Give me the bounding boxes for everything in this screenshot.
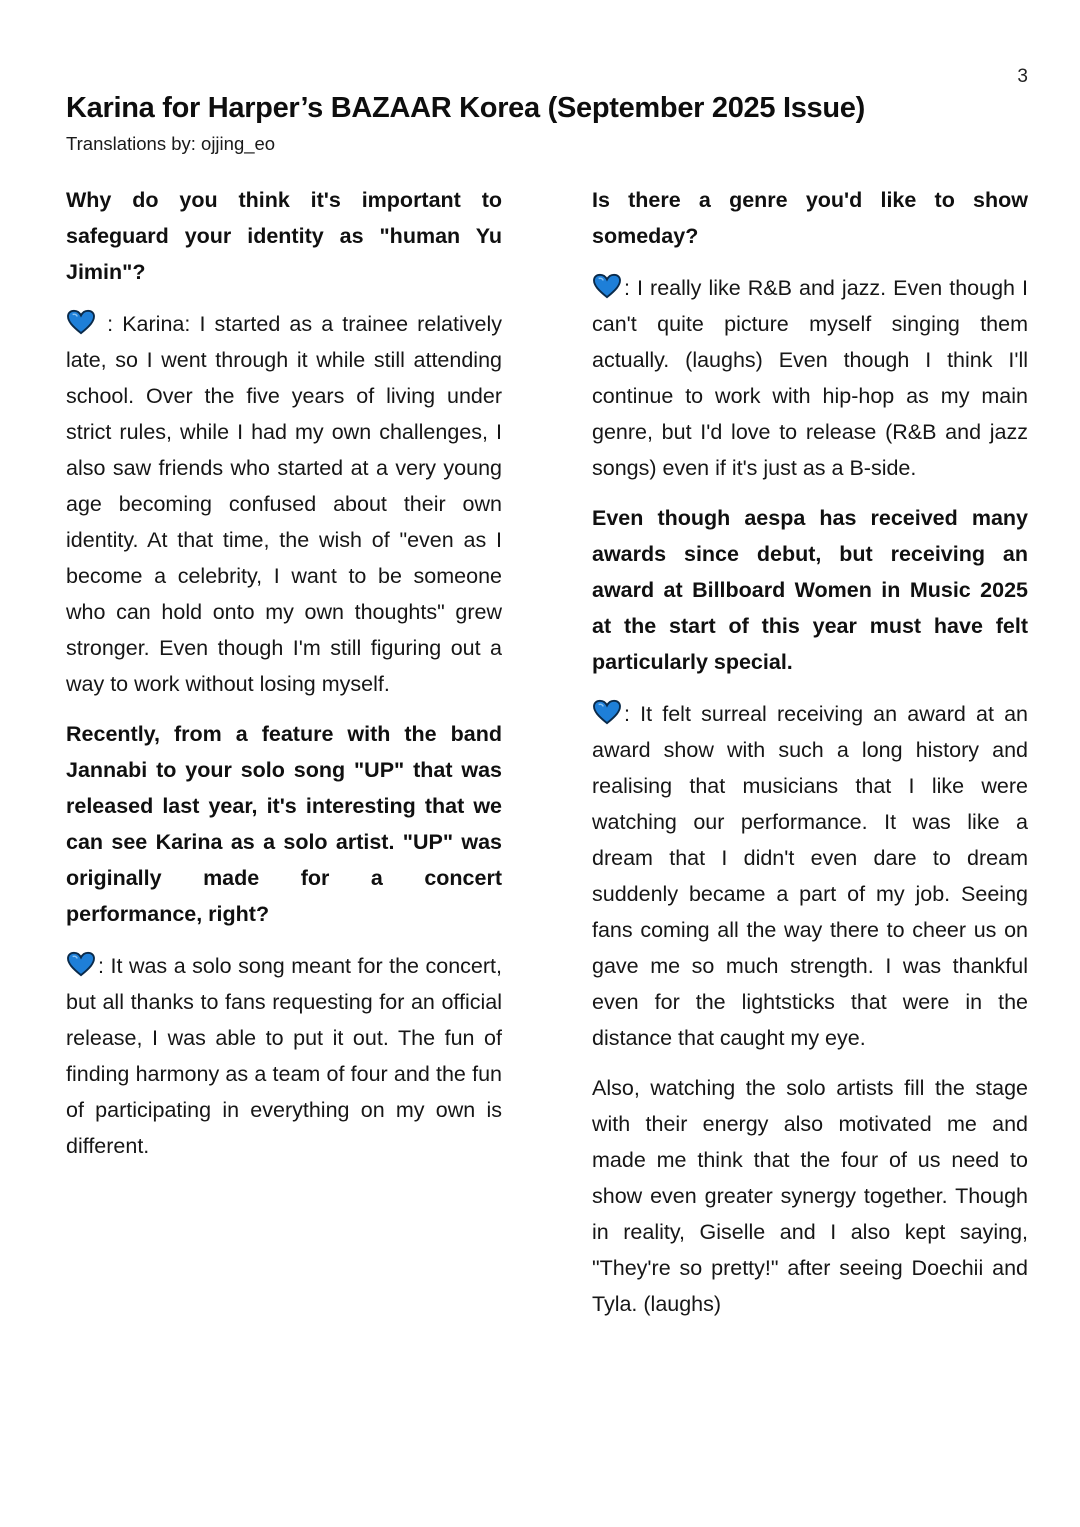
answer-4 — [592, 696, 1028, 1056]
blue-heart-icon — [66, 951, 96, 977]
blue-heart-icon — [66, 309, 96, 335]
right-column — [592, 182, 1028, 1336]
page-title: Karina for Harper’s BAZAAR Korea (September 2025 Issue) — [66, 92, 865, 124]
answer-4-continued: Also, watching the solo artists fill the stage with their energy also motivated me and made me think that the four of us need to show even greater synergy together. Though in reality, Giselle and I also kept saying, "They're so pretty!" after seeing Doechii and Tyla. (laughs) — [592, 1076, 1028, 1316]
answer-1-text: : Karina: I started as a trainee relatively late, so I went through it while still attending school. Over the five years of living under strict rules, while I had my own challenges, I also saw friends who started at a very young age becoming confused about their own identity. At that time, the wish of "even as I become a celebrity, I want to be someone who can hold onto my own thoughts" grew stronger. Even though I'm still figuring out a way to work without losing myself. — [66, 312, 502, 696]
question-1: Why do you think it's important to safeguard your identity as "human Yu Jimin"? — [66, 188, 502, 284]
question-3: Is there a genre you'd like to show someday? — [592, 188, 1028, 248]
answer-3 — [592, 270, 1028, 486]
blue-heart-icon — [592, 273, 622, 299]
left-column — [66, 182, 502, 1178]
question-2: Recently, from a feature with the band Jannabi to your solo song "UP" that was released last year, it's interesting that we can see Karina as a solo artist. "UP" was originally made for a concert performance, right? — [66, 722, 502, 926]
question-4: Even though aespa has received many awards since debut, but receiving an award at Billboard Women in Music 2025 at the start of this year must have felt particularly special. — [592, 506, 1028, 674]
answer-3-text: : I really like R&B and jazz. Even though I can't quite picture myself singing them actually. (laughs) Even though I think I'll continue to work with hip-hop as my main genre, but I'd love to release (R&B and jazz songs) even if it's just as a B-side. — [592, 276, 1028, 480]
answer-4-text: : It felt surreal receiving an award at an award show with such a long history and realising that musicians that I like were watching our performance. It was like a dream that I didn't even dare to dream suddenly became a part of my job. Seeing fans coming all the way there to cheer us on gave me so much strength. I was thankful even for the lightsticks that were in the distance that caught my eye. — [592, 702, 1028, 1050]
answer-2 — [66, 948, 502, 1164]
blue-heart-icon — [592, 699, 622, 725]
page-number: 3 — [1017, 66, 1028, 87]
answer-1 — [66, 306, 502, 702]
translation-credit: Translations by: ojjing_eo — [66, 133, 276, 154]
answer-2-text: : It was a solo song meant for the concert, but all thanks to fans requesting for an official release, I was able to put it out. The fun of finding harmony as a team of four and the fun of participating in everything on my own is different. — [66, 954, 502, 1158]
